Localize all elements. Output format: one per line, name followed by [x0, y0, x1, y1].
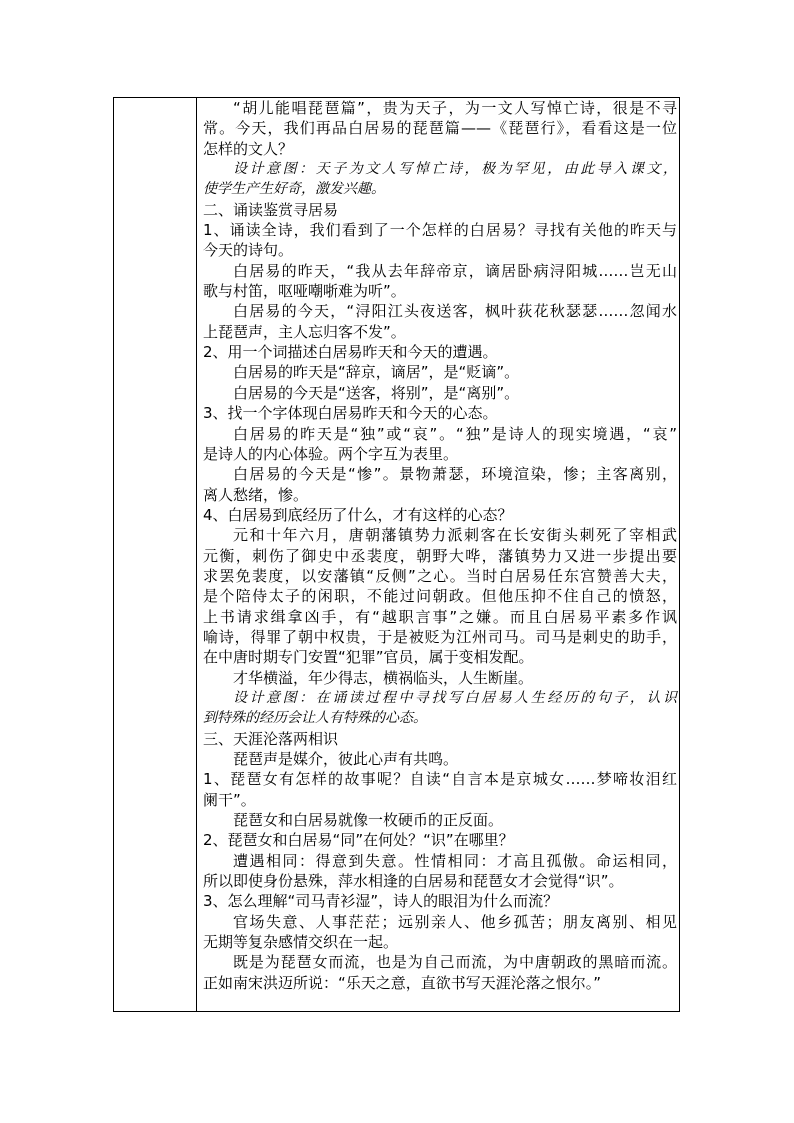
paragraph-line: 求罢免裴度，以安藩镇“反侧”之心。当时白居易任东宫赞善大夫，: [203, 566, 677, 585]
paragraph-line: 白居易的今天是“送客，将别”，是“离别”。: [233, 383, 520, 402]
design-intent-line: 设计意图：天子为文人写悼亡诗，极为罕见，由此导入课文，: [233, 161, 677, 178]
paragraph-line: 在中唐时期专门安置“犯罪”官员，属于变相发配。: [203, 648, 534, 667]
paragraph-line: 正如南宋洪迈所说：“乐天之意，直欲书写天涯沦落之恨尔。”: [203, 973, 602, 992]
question-line: 3、怎么理解“司马青衫湿”，诗人的眼泪为什么而流？: [203, 892, 559, 911]
paragraph-line: 无期等复杂感情交织在一起。: [203, 933, 399, 952]
paragraph-line: 既是为琵琶女而流，也是为自己而流，为中唐朝政的黑暗而流。: [233, 953, 677, 972]
question-line: 1、诵读全诗，我们看到了一个怎样的白居易？寻找有关他的昨天与: [203, 221, 677, 240]
paragraph-line: 白居易的昨天是“辞京，谪居”，是“贬谪”。: [233, 363, 520, 382]
paragraph-line: 离人愁绪，惨。: [203, 485, 309, 504]
paragraph-line: 琵琶声是媒介，彼此心声有共鸣。: [233, 750, 459, 768]
section-heading: 三、天涯沦落两相识: [203, 729, 339, 748]
paragraph-line: 歌与村笛，呕哑嘲哳难为听”。: [203, 282, 406, 301]
paragraph-line: 怎样的文人？: [203, 139, 294, 158]
question-line: 3、找一个字体现白居易昨天和今天的心态。: [203, 404, 498, 423]
left-column-cell: [114, 98, 197, 1011]
paragraph-line: 元衡，刺伤了御史中丞裴度，朝野大哗，藩镇势力又进一步提出要: [203, 546, 677, 565]
design-intent-line: 到特殊的经历会让人有特殊的心态。: [203, 710, 427, 727]
section-heading: 二、诵读鉴赏寻居易: [203, 200, 339, 219]
paragraph-line: “胡儿能唱琵琶篇”，贵为天子，为一文人写悼亡诗，很是不寻: [233, 99, 677, 117]
paragraph-line: 上书请求缉拿凶手，有“越职言事”之嫌。而且白居易平素多作讽: [203, 607, 677, 626]
question-line: 2、用一个词描述白居易昨天和今天的遭遇。: [203, 343, 498, 362]
design-intent-line: 使学生产生好奇，激发兴趣。: [203, 181, 385, 198]
question-line: 今天的诗句。: [203, 241, 294, 260]
lesson-table: [113, 97, 680, 1012]
question-line: 2、琵琶女和白居易“同”在何处？“识”在哪里？: [203, 831, 514, 850]
paragraph-line: 白居易的今天，“浔阳江头夜送客，枫叶荻花秋瑟瑟……忽闻水: [233, 302, 677, 321]
paragraph-line: 琵琶女和白居易就像一枚硬币的正反面。: [233, 811, 504, 830]
paragraph-line: 白居易的今天是“惨”。景物萧瑟，环境渲染，惨；主客离别，: [233, 465, 677, 484]
paragraph-line: 白居易的昨天，“我从去年辞帝京，谪居卧病浔阳城……岂无山: [233, 261, 677, 280]
question-line: 4、白居易到底经历了什么，才有这样的心态？: [203, 505, 513, 524]
paragraph-line: 喻诗，得罪了朝中权贵，于是被贬为江州司马。司马是刺史的助手，: [203, 627, 677, 646]
paragraph-line: 遭遇相同：得意到失意。性情相同：才高且孤傲。命运相同，: [233, 851, 677, 870]
content-cell: [203, 98, 677, 993]
paragraph-line: 官场失意、人事茫茫；远别亲人、他乡孤苦；朋友离别、相见: [233, 912, 677, 931]
paragraph-line: 所以即使身份悬殊，萍水相逢的白居易和琵琶女才会觉得“识”。: [203, 872, 624, 891]
paragraph-line: 是诗人的内心体验。两个字互为表里。: [203, 444, 459, 463]
question-line: 1、琵琶女有怎样的故事呢？自读“自言本是京城女……梦啼妆泪红: [203, 770, 677, 789]
paragraph-line: 常。今天，我们再品白居易的琵琶篇——《琵琶行》，看看这是一位: [203, 119, 677, 138]
paragraph-line: 上琵琶声，主人忘归客不发”。: [203, 322, 406, 341]
paragraph-line: 白居易的昨天是“独”或“哀”。“独”是诗人的现实境遇，“哀”: [233, 424, 677, 443]
paragraph-line: 元和十年六月，唐朝藩镇势力派刺客在长安街头刺死了宰相武: [233, 526, 677, 545]
design-intent-line: 设计意图：在诵读过程中寻找写白居易人生经历的句子，认识: [233, 689, 677, 706]
paragraph-line: 才华横溢，年少得志，横祸临头，人生断崖。: [233, 668, 534, 687]
paragraph-line: 是个陪侍太子的闲职，不能过问朝政。但他压抑不住自己的愤怒，: [203, 587, 677, 606]
question-line: 阑干”。: [203, 790, 256, 809]
